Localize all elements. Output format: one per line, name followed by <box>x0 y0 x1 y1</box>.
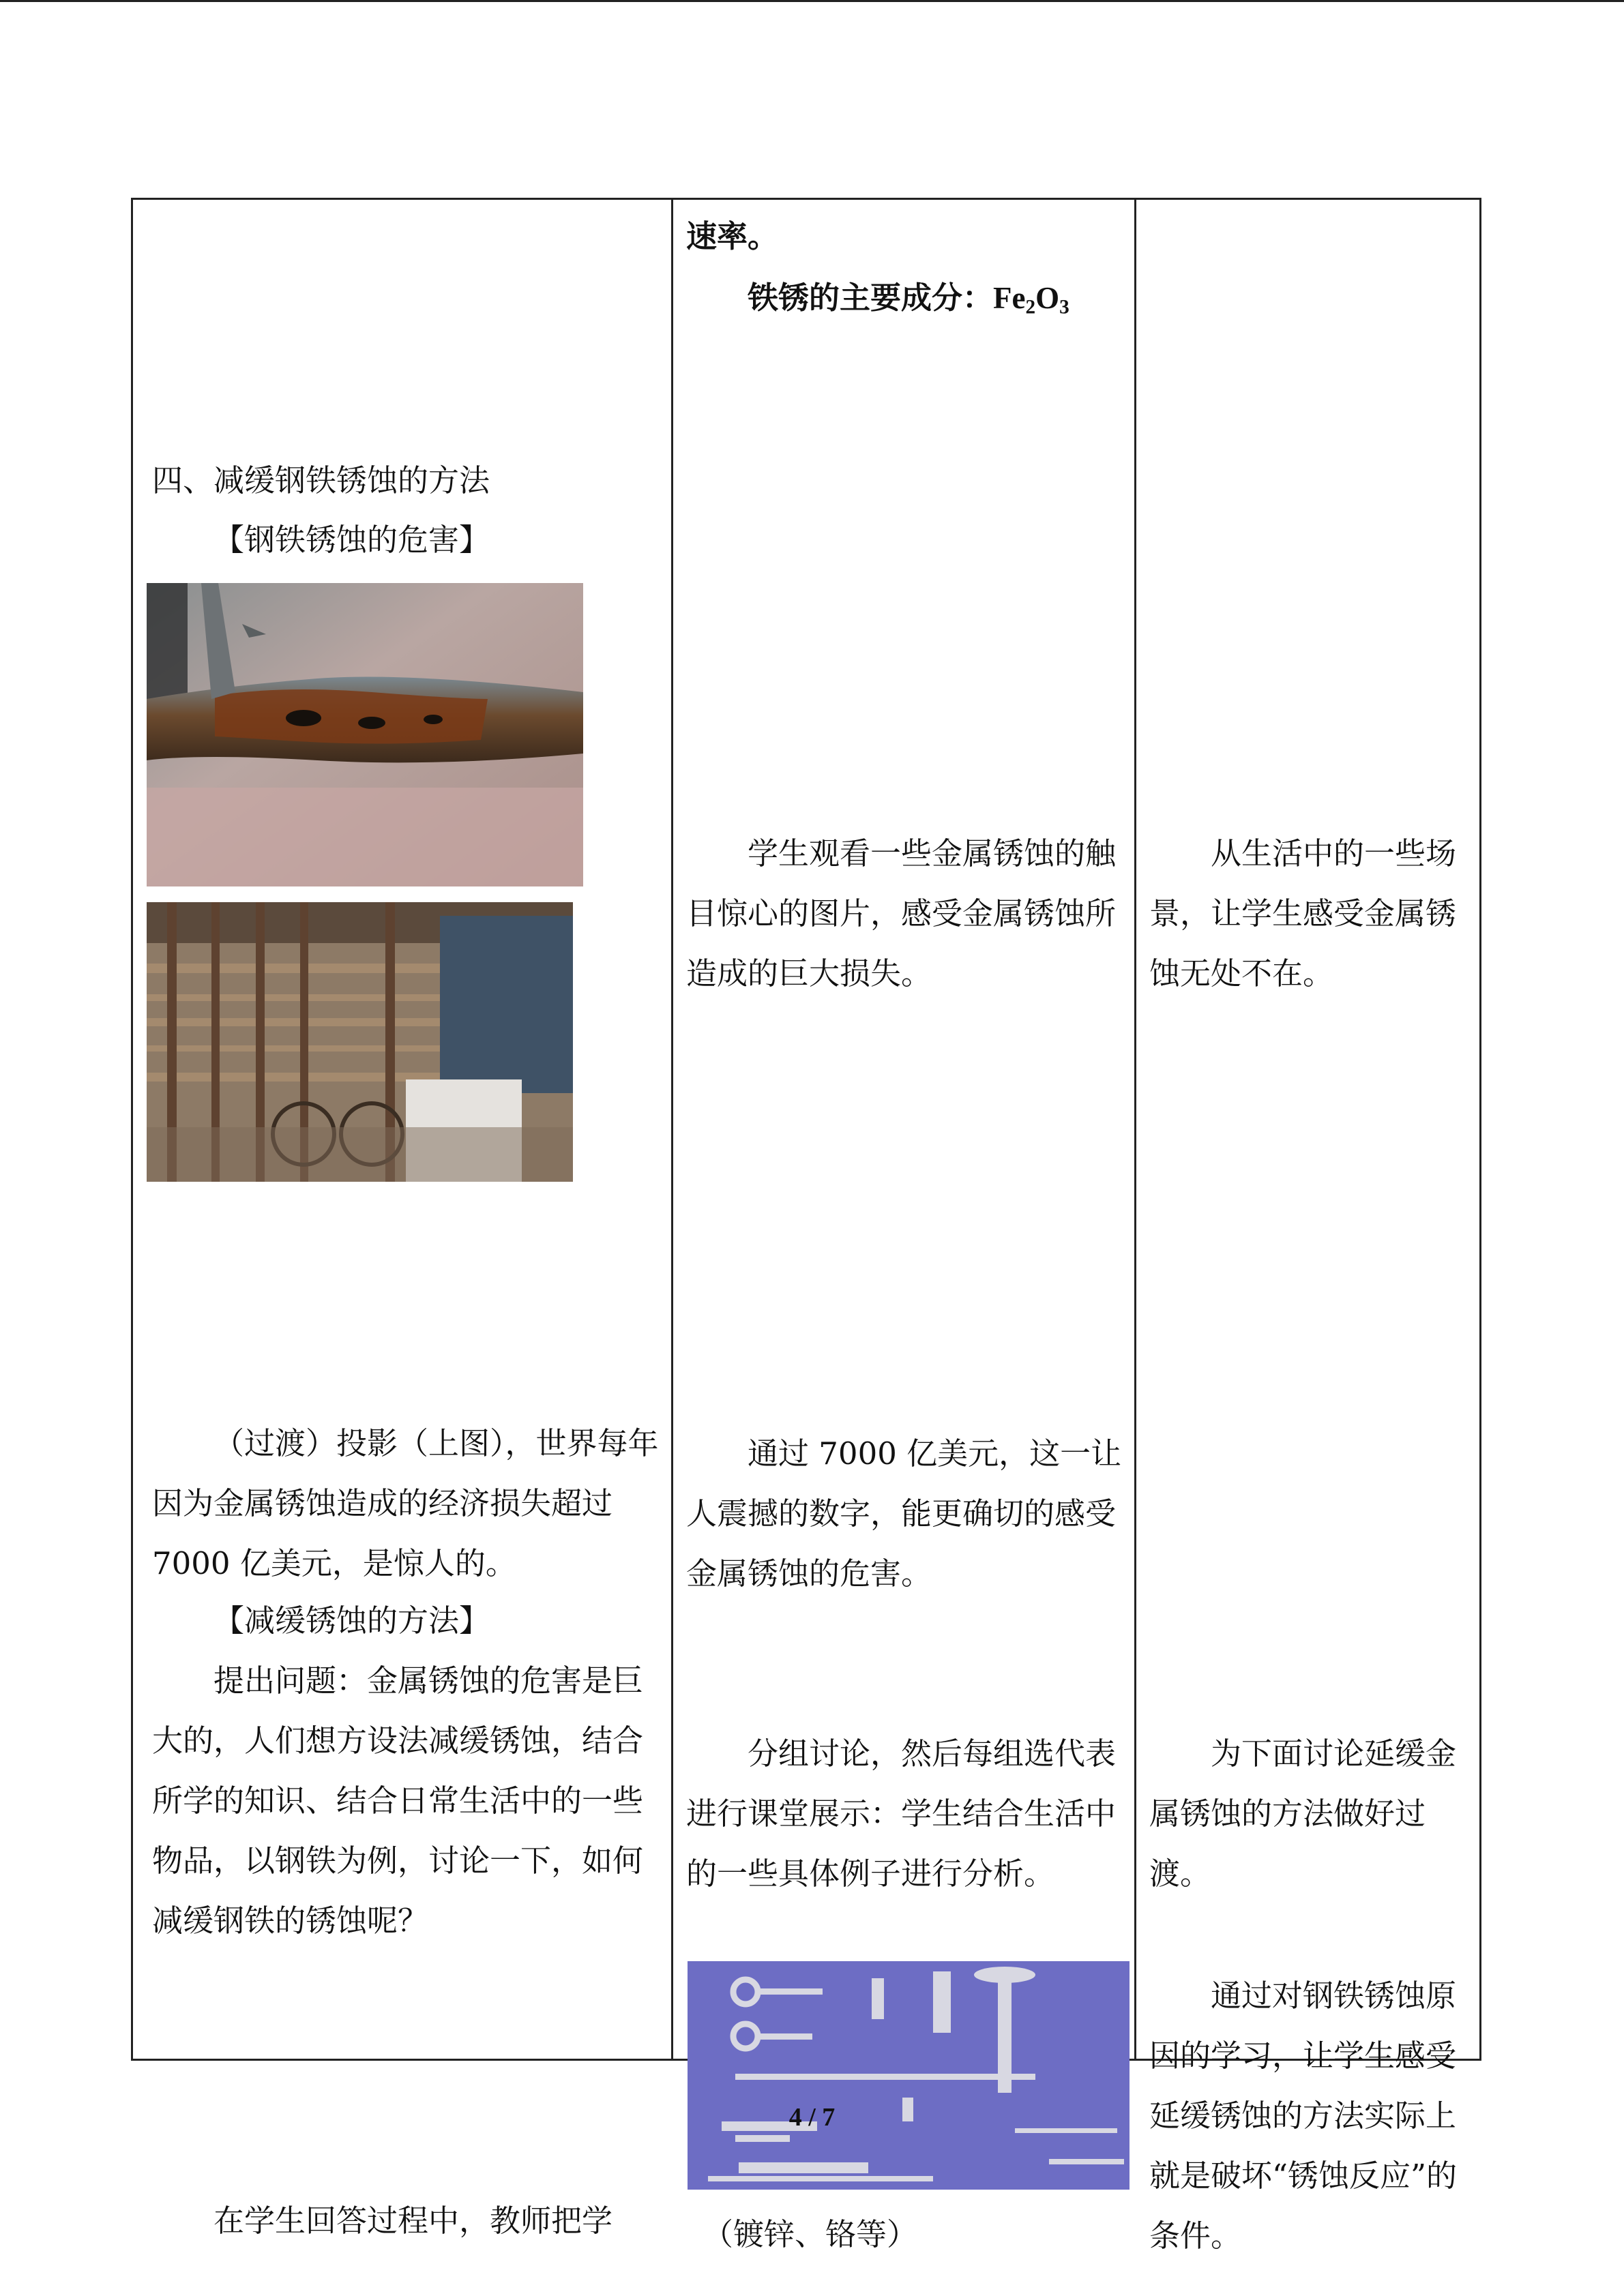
observe-text: 学生观看一些金属锈蚀的触目惊心的图片，感受金属锈蚀所造成的巨大损失。 <box>686 835 1117 992</box>
reason-text: 通过对钢铁锈蚀原因的学习，让学生感受延缓锈蚀的方法实际上就是破坏“锈蚀反应”的条件。 <box>1149 1978 1458 2254</box>
methods-heading: 【减缓锈蚀的方法】 <box>213 1602 490 1639</box>
question-text: 提出问题：金属锈蚀的危害是巨大的，人们想方设法减缓锈蚀，结合所学的知识、结合日常生活中的一些物品，以钢铁为例，讨论一下，如何减缓钢铁的锈蚀呢？ <box>152 1663 644 1939</box>
rust-formula: $Fe_2O_3$ <box>993 281 1069 318</box>
page-number: 4 / 7 <box>788 2103 836 2132</box>
rate-tail-text: 速率。 <box>686 218 779 254</box>
scrap-metal-photo <box>147 902 573 1182</box>
galvanized-parts-photo <box>688 1961 1130 2190</box>
teacher-text: 在学生回答过程中，教师把学 <box>213 2203 613 2239</box>
rusted-pipe-photo <box>147 583 583 886</box>
shock-text: 通过 7000 亿美元，这一让人震撼的数字，能更确切的感受金属锈蚀的危害。 <box>686 1435 1122 1592</box>
rust-composition <box>686 268 1123 328</box>
section-title: 四、减缓钢铁锈蚀的方法 <box>152 462 490 498</box>
harm-heading: 【钢铁锈蚀的危害】 <box>213 522 490 558</box>
scenes-text: 从生活中的一些场景，让学生感受金属锈蚀无处不在。 <box>1149 835 1457 992</box>
transition-text: （过渡）投影（上图），世界每年因为金属锈蚀造成的经济损失超过 7000 亿美元，是惊人的。 <box>152 1425 659 1581</box>
column-divider-2 <box>1134 200 1136 2059</box>
rust-composition-label: 铁锈的主要成分： <box>748 280 994 316</box>
prepare-text: 为下面讨论延缓金属锈蚀的方法做好过渡。 <box>1149 1735 1457 1892</box>
group-text: 分组讨论，然后每组选代表进行课堂展示：学生结合生活中的一些具体例子进行分析。 <box>686 1735 1117 1892</box>
column-divider-1 <box>671 200 673 2059</box>
galvanize-caption: （镀锌、铬等） <box>703 2216 918 2252</box>
